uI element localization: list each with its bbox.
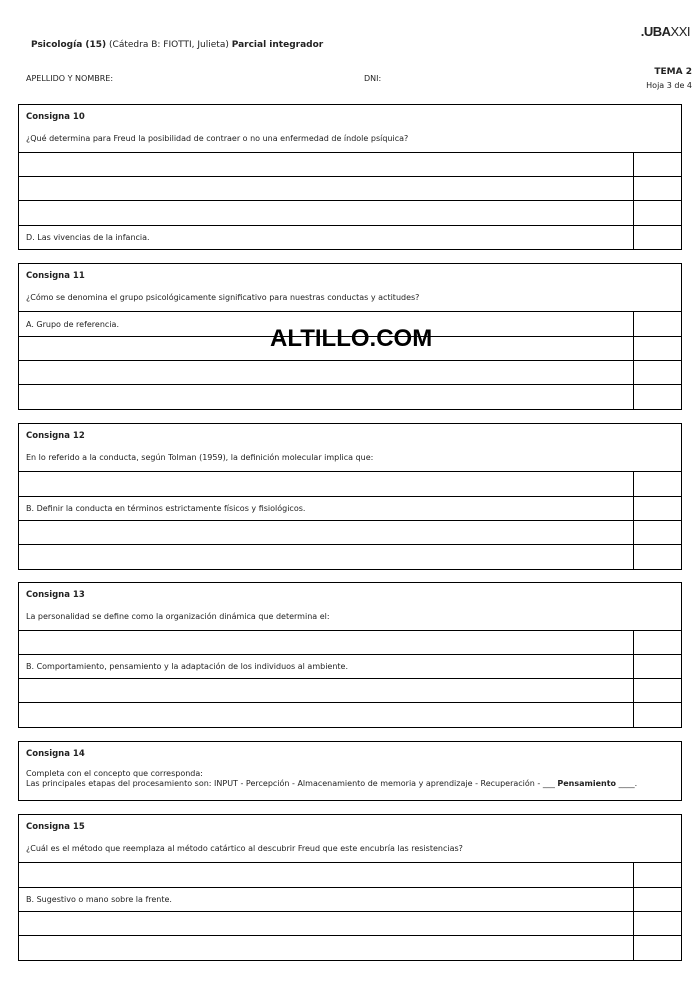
page-indicator: Hoja 3 de 4 <box>646 81 692 90</box>
answer-row[interactable] <box>19 631 681 655</box>
question-header <box>19 583 681 631</box>
name-label: APELLIDO Y NOMBRE: <box>26 74 114 83</box>
question-text: ¿Qué determina para Freud la posibilidad de contraer o no una enfermedad de índole psíquica? <box>26 134 409 143</box>
answer-row[interactable] <box>19 912 681 936</box>
answer-box[interactable] <box>634 863 681 887</box>
answer-box[interactable] <box>634 177 681 200</box>
question-text: ¿Cuál es el método que reemplaza al método catártico al descubrir Freud que este encubría las resistencias? <box>26 844 463 853</box>
watermark: ALTILLO.COM <box>270 325 433 352</box>
answer-row[interactable] <box>19 521 681 545</box>
question-block <box>18 423 682 570</box>
answer-box[interactable] <box>634 472 681 496</box>
answer-box[interactable] <box>634 545 681 569</box>
answer-box[interactable] <box>634 201 681 225</box>
answer-text <box>19 863 634 887</box>
answer-text <box>19 631 634 654</box>
answer-box[interactable] <box>634 912 681 935</box>
answer-box[interactable] <box>634 226 681 249</box>
answer-row[interactable] <box>19 472 681 497</box>
answer-box[interactable] <box>634 361 681 384</box>
question-text: ¿Cómo se denomina el grupo psicológicamente significativo para nuestras conductas y actitudes? <box>26 293 420 302</box>
answer-box[interactable] <box>634 521 681 544</box>
answer-text <box>19 703 634 727</box>
answer-row[interactable] <box>19 177 681 201</box>
answer-text <box>19 177 634 200</box>
tema-info <box>646 66 692 92</box>
question-title: Consigna 10 <box>26 112 85 122</box>
answer-box[interactable] <box>634 655 681 678</box>
answer-row[interactable] <box>19 497 681 521</box>
answer-row[interactable] <box>19 226 681 249</box>
answer-text <box>19 936 634 960</box>
answer-row[interactable] <box>19 936 681 960</box>
answer-text: B. Definir la conducta en términos estrictamente físicos y fisiológicos. <box>19 497 634 520</box>
completion-question <box>19 742 681 796</box>
course-title: Psicología (15) (Cátedra B: FIOTTI, Julieta) Parcial integrador <box>31 40 324 50</box>
answer-text <box>19 679 634 702</box>
answer-box[interactable] <box>634 631 681 654</box>
answer-box[interactable] <box>634 703 681 727</box>
answer-box[interactable] <box>634 679 681 702</box>
question-title: Consigna 12 <box>26 431 85 441</box>
answer-text <box>19 201 634 225</box>
answer-text <box>19 153 634 176</box>
answer-text: A. Grupo de referencia. <box>19 312 634 336</box>
answer-box[interactable] <box>634 497 681 520</box>
completion-answer: Pensamiento <box>557 779 617 788</box>
question-title: Consigna 15 <box>26 822 85 832</box>
question-block-completion <box>18 741 682 801</box>
question-header <box>19 264 681 312</box>
question-text: Completa con el concepto que corresponda: <box>26 769 203 778</box>
dni-label: DNI: <box>364 74 382 83</box>
answer-row[interactable] <box>19 703 681 727</box>
question-title: Consigna 14 <box>26 749 85 759</box>
question-title: Consigna 13 <box>26 590 85 600</box>
answer-text <box>19 472 634 496</box>
answer-box[interactable] <box>634 337 681 360</box>
answer-text <box>19 545 634 569</box>
uba-xxi-logo: .UBAXXI <box>640 24 690 39</box>
answer-box[interactable] <box>634 153 681 176</box>
answer-row[interactable] <box>19 679 681 703</box>
answer-text: B. Sugestivo o mano sobre la frente. <box>19 888 634 911</box>
question-block <box>18 814 682 961</box>
question-block <box>18 582 682 728</box>
answer-row[interactable] <box>19 361 681 385</box>
answer-text: D. Las vivencias de la infancia. <box>19 226 634 249</box>
question-header <box>19 815 681 863</box>
question-text-line2: Las principales etapas del procesamiento son: INPUT - Percepción - Almacenamiento de memoria y aprendizaje - Recuperación - ___ Pensamiento ____. <box>26 779 638 788</box>
answer-text <box>19 385 634 409</box>
answer-row[interactable] <box>19 863 681 888</box>
answer-text <box>19 521 634 544</box>
answer-text <box>19 912 634 935</box>
answer-text <box>19 361 634 384</box>
question-text: En lo referido a la conducta, según Tolman (1959), la definición molecular implica que: <box>26 453 374 462</box>
answer-box[interactable] <box>634 385 681 409</box>
answer-row[interactable] <box>19 201 681 226</box>
answer-box[interactable] <box>634 936 681 960</box>
question-text: La personalidad se define como la organización dinámica que determina el: <box>26 612 330 621</box>
question-header <box>19 424 681 472</box>
answer-box[interactable] <box>634 312 681 336</box>
answer-row[interactable] <box>19 153 681 177</box>
question-title: Consigna 11 <box>26 271 85 281</box>
answer-text: B. Comportamiento, pensamiento y la adaptación de los individuos al ambiente. <box>19 655 634 678</box>
answer-box[interactable] <box>634 888 681 911</box>
answer-row[interactable] <box>19 655 681 679</box>
answer-row[interactable] <box>19 888 681 912</box>
question-header <box>19 105 681 153</box>
answer-row[interactable] <box>19 545 681 569</box>
question-block <box>18 104 682 250</box>
answer-row[interactable] <box>19 385 681 409</box>
tema-label: TEMA 2 <box>654 67 692 77</box>
